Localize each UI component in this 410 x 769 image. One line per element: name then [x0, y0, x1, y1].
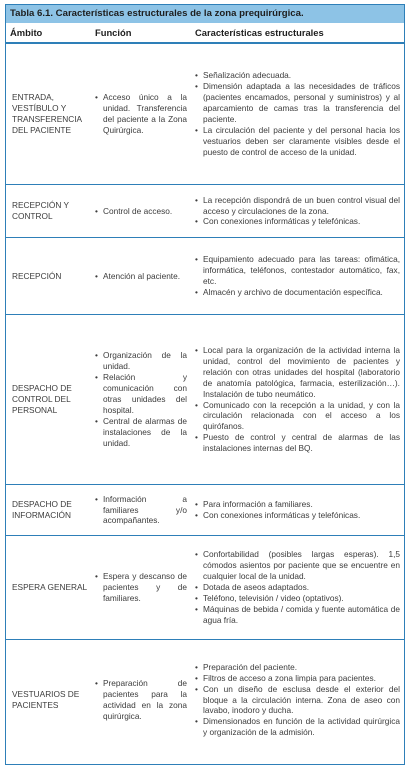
scope-cell: DESPACHO DE INFORMACIÓN	[6, 485, 91, 536]
function-cell	[91, 43, 191, 185]
feature-item: • Máquinas de bebida / comida y fuente automática de agua fría.	[195, 604, 400, 626]
function-item: • Acceso único a la unidad. Transferencia del paciente a la Zona Quirúrgica.	[95, 92, 187, 136]
feature-item: • Confortabilidad (posibles largas esperas). 1,5 cómodos asientos por paciente que se encuentre en cualquier local de la unidad.	[195, 549, 400, 582]
feature-item: • Señalización adecuada.	[195, 70, 400, 81]
feature-item: • Puesto de control y central de alarmas de las instalaciones internas del BQ.	[195, 432, 400, 454]
function-cell	[91, 536, 191, 640]
features-cell	[191, 315, 404, 485]
feature-item: • Equipamiento adecuado para las tareas: ofimática, informática, teléfonos, contestador automático, fax, etc.	[195, 254, 400, 287]
scope-cell: DESPACHO DE CONTROL DEL PERSONAL	[6, 315, 91, 485]
function-cell	[91, 315, 191, 485]
table-row	[6, 315, 404, 485]
function-item: • Organización de la unidad.	[95, 350, 187, 372]
feature-item: • Con conexiones informáticas y telefónicas.	[195, 216, 400, 227]
feature-item: • Local para la organización de la actividad interna la unidad, control del movimiento de pacientes y relación con otras unidades del hospital (laboratorio de anatomía patológica, farmacia, esterilización…). Instalación de tubo neumático.	[195, 345, 400, 400]
header-function: Función	[91, 23, 191, 43]
function-cell	[91, 485, 191, 536]
feature-item: • Con conexiones informáticas y telefónicas.	[195, 510, 400, 521]
scope-cell: RECEPCIÓN Y CONTROL	[6, 185, 91, 238]
features-cell	[191, 536, 404, 640]
feature-item: • Dimensión adaptada a las necesidades de tráficos (pacientes encamados, personal y suministros) y al aparcamiento de camas tras la transferencia del paciente.	[195, 81, 400, 125]
scope-cell: RECEPCIÓN	[6, 238, 91, 315]
table-row	[6, 185, 404, 238]
function-cell	[91, 185, 191, 238]
header-row	[6, 23, 404, 43]
table-row	[6, 536, 404, 640]
features-cell	[191, 640, 404, 761]
table-row	[6, 485, 404, 536]
feature-item: • La recepción dispondrá de un buen control visual del acceso y circulaciones de la zona.	[195, 195, 400, 217]
function-item: • Información a familiares y/o acompañantes.	[95, 494, 187, 527]
features-grid	[6, 23, 404, 760]
scope-cell: ENTRADA, VESTÍBULO Y TRANSFERENCIA DEL PACIENTE	[6, 43, 91, 185]
feature-item: • Almacén y archivo de documentación específica.	[195, 287, 400, 298]
function-item: • Central de alarmas de instalaciones de la unidad.	[95, 416, 187, 449]
feature-item: • Comunicado con la recepción a la unidad, y con la circulación relacionada con el acceso a los quirófanos.	[195, 400, 400, 433]
feature-item: • Dotada de aseos adaptados.	[195, 582, 400, 593]
function-cell	[91, 238, 191, 315]
header-scope: Ámbito	[6, 23, 91, 43]
feature-item: • La circulación del paciente y del personal hacia los vestuarios deben ser claramente visibles desde el puesto de control de acceso de la unidad.	[195, 125, 400, 158]
function-item: • Control de acceso.	[95, 206, 187, 217]
function-item: • Preparación de pacientes para la actividad en la zona quirúrgica.	[95, 678, 187, 722]
features-cell	[191, 485, 404, 536]
scope-cell: ESPERA GENERAL	[6, 536, 91, 640]
feature-item: • Para información a familiares.	[195, 499, 400, 510]
table-title: Tabla 6.1. Características estructurales de la zona prequirúrgica.	[6, 5, 404, 23]
table-row	[6, 238, 404, 315]
function-item: • Atención al paciente.	[95, 271, 187, 282]
function-item: • Relación y comunicación con otras unidades del hospital.	[95, 372, 187, 416]
feature-item: • Con un diseño de esclusa desde el exterior del bloque a la circulación interna. Zona de aseo con lavabo, inodoro y ducha.	[195, 684, 400, 717]
feature-item: • Filtros de acceso a zona limpia para pacientes.	[195, 673, 400, 684]
function-cell	[91, 640, 191, 761]
feature-item: • Preparación del paciente.	[195, 662, 400, 673]
function-item: • Espera y descanso de pacientes y de familiares.	[95, 571, 187, 604]
table-row	[6, 640, 404, 761]
scope-cell: VESTUARIOS DE PACIENTES	[12, 689, 80, 710]
features-cell	[191, 185, 404, 238]
structural-features-table	[5, 4, 405, 765]
features-cell	[191, 43, 404, 185]
header-features: Características estructurales	[191, 23, 404, 43]
features-cell	[191, 238, 404, 315]
table-row	[6, 43, 404, 185]
feature-item: • Dimensionados en función de la actividad quirúrgica y organización de la admisión.	[195, 716, 400, 738]
feature-item: • Teléfono, televisión / video (optativos).	[195, 593, 400, 604]
